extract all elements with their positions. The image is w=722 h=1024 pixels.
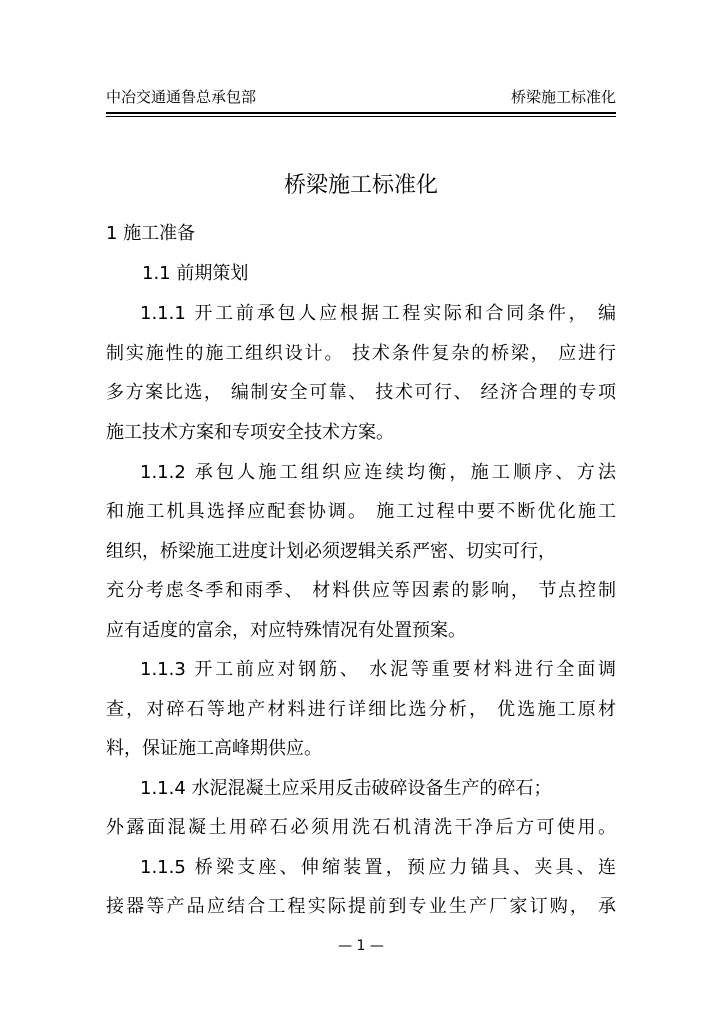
paragraph-line: 接器等产品应结合工程实际提前到专业生产厂家订购， 承 xyxy=(106,896,616,917)
page-header xyxy=(106,86,616,108)
section-heading: 1 施工准备 xyxy=(106,223,196,244)
subsection-heading: 1.1 前期策划 xyxy=(142,263,249,284)
paragraph-line: 1.1.3 开工前应对钢筋、 水泥等重要材料进行全面调 xyxy=(140,659,616,680)
paragraph-line: 充分考虑冬季和雨季、 材料供应等因素的影响， 节点控制 xyxy=(106,580,616,601)
paragraph-line: 外露面混凝土用碎石必须用洗石机清洗干净后方可使用。 xyxy=(106,817,616,838)
paragraph-line: 1.1.2 承包人施工组织应连续均衡，施工顺序、方法 xyxy=(140,462,616,483)
header-rule-thin xyxy=(106,116,616,117)
paragraph-line: 制实施性的施工组织设计。 技术条件复杂的桥梁， 应进行 xyxy=(106,343,616,364)
paragraph-line: 施工技术方案和专项安全技术方案。 xyxy=(106,422,394,443)
paragraph-line: 和施工机具选择应配套协调。 施工过程中要不断优化施工 xyxy=(106,501,616,522)
paragraph-line: 1.1.5 桥梁支座、伸缩装置，预应力锚具、夹具、连 xyxy=(140,857,616,878)
paragraph-line: 应有适度的富余，对应特殊情况有处置预案。 xyxy=(106,620,466,641)
header-rule-thick xyxy=(106,112,616,114)
paragraph-line: 1.1.4 水泥混凝土应采用反击破碎设备生产的碎石； xyxy=(140,778,552,799)
header-organization: 中冶交通通鲁总承包部 xyxy=(106,88,257,106)
paragraph-line: 查，对碎石等地产材料进行详细比选分析， 优选施工原材 xyxy=(106,699,616,720)
header-document-title: 桥梁施工标准化 xyxy=(510,88,616,106)
paragraph-line: 料，保证施工高峰期供应。 xyxy=(106,738,322,759)
paragraph-line: 组织，桥梁施工进度计划必须逻辑关系严密、切实可行， xyxy=(106,541,556,562)
paragraph-line: 1.1.1 开工前承包人应根据工程实际和合同条件， 编 xyxy=(140,303,616,324)
paragraph-line: 多方案比选， 编制安全可靠、 技术可行、 经济合理的专项 xyxy=(106,382,616,403)
document-title: 桥梁施工标准化 xyxy=(283,173,438,198)
page-number: — 1 — xyxy=(338,938,384,954)
